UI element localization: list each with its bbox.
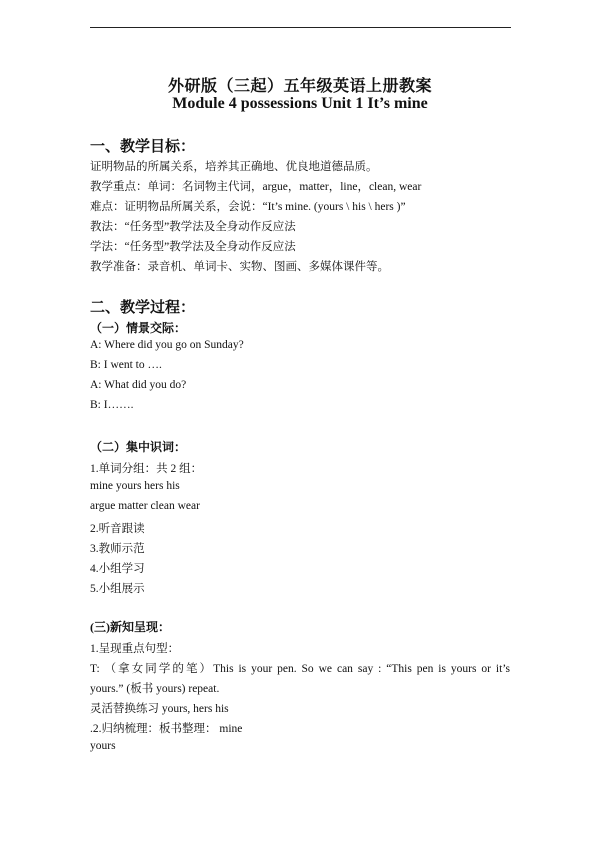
dialogue-line: B: I went to …. xyxy=(90,359,162,371)
text-line: 4.小组学习 xyxy=(90,563,145,575)
dialogue-line: B: I……. xyxy=(90,399,134,411)
text-line: 3.教师示范 xyxy=(90,543,145,555)
section-heading-objectives: 一、教学目标： xyxy=(90,139,196,155)
text-line: 灵活替换练习 yours, hers his xyxy=(90,703,229,715)
text-line: 教法：“任务型”教学法及全身动作反应法 xyxy=(90,221,296,233)
text-line: T: （拿女同学的笔）This is your pen. So we can say : “This pen is yours or it’s xyxy=(90,663,510,675)
text-line: argue matter clean wear xyxy=(90,500,200,512)
text-line: 教学重点：单词：名词物主代词，argue，matter，line，clean, wear xyxy=(90,181,422,193)
text-line: 教学准备：录音机、单词卡、实物、图画、多媒体课件等。 xyxy=(90,261,389,273)
header-rule xyxy=(90,27,511,28)
text-line: 难点：证明物品所属关系，会说：“It’s mine. (yours \ his \ hers )” xyxy=(90,201,406,213)
text-line: mine yours hers his xyxy=(90,480,180,492)
text-line: yours.” (板书 yours) repeat. xyxy=(90,683,220,695)
text-line: 2.听音跟读 xyxy=(90,523,145,535)
subsection-heading-vocabulary: （二）集中识词： xyxy=(90,440,187,454)
section-heading-process: 二、教学过程： xyxy=(90,300,196,316)
text-line: 1.呈现重点句型： xyxy=(90,643,180,655)
text-line: 1.单词分组：共 2 组： xyxy=(90,463,203,475)
text-line: yours xyxy=(90,740,116,752)
document-title: 外研版（三起）五年级英语上册教案 xyxy=(167,78,432,95)
subsection-heading-presentation: (三)新知呈现： xyxy=(90,620,170,634)
text-line: 证明物品的所属关系，培养其正确地、优良地道德品质。 xyxy=(90,161,378,173)
dialogue-line: A: What did you do? xyxy=(90,379,187,391)
dialogue-line: A: Where did you go on Sunday? xyxy=(90,339,244,351)
text-line: .2.归纳梳理：板书整理： mine xyxy=(90,723,243,735)
subsection-heading-situational: （一）情景交际： xyxy=(90,321,187,335)
text-line: 5.小组展示 xyxy=(90,583,145,595)
document-subtitle: Module 4 possessions Unit 1 It’s mine xyxy=(172,95,428,112)
text-line: 学法：“任务型”教学法及全身动作反应法 xyxy=(90,241,296,253)
